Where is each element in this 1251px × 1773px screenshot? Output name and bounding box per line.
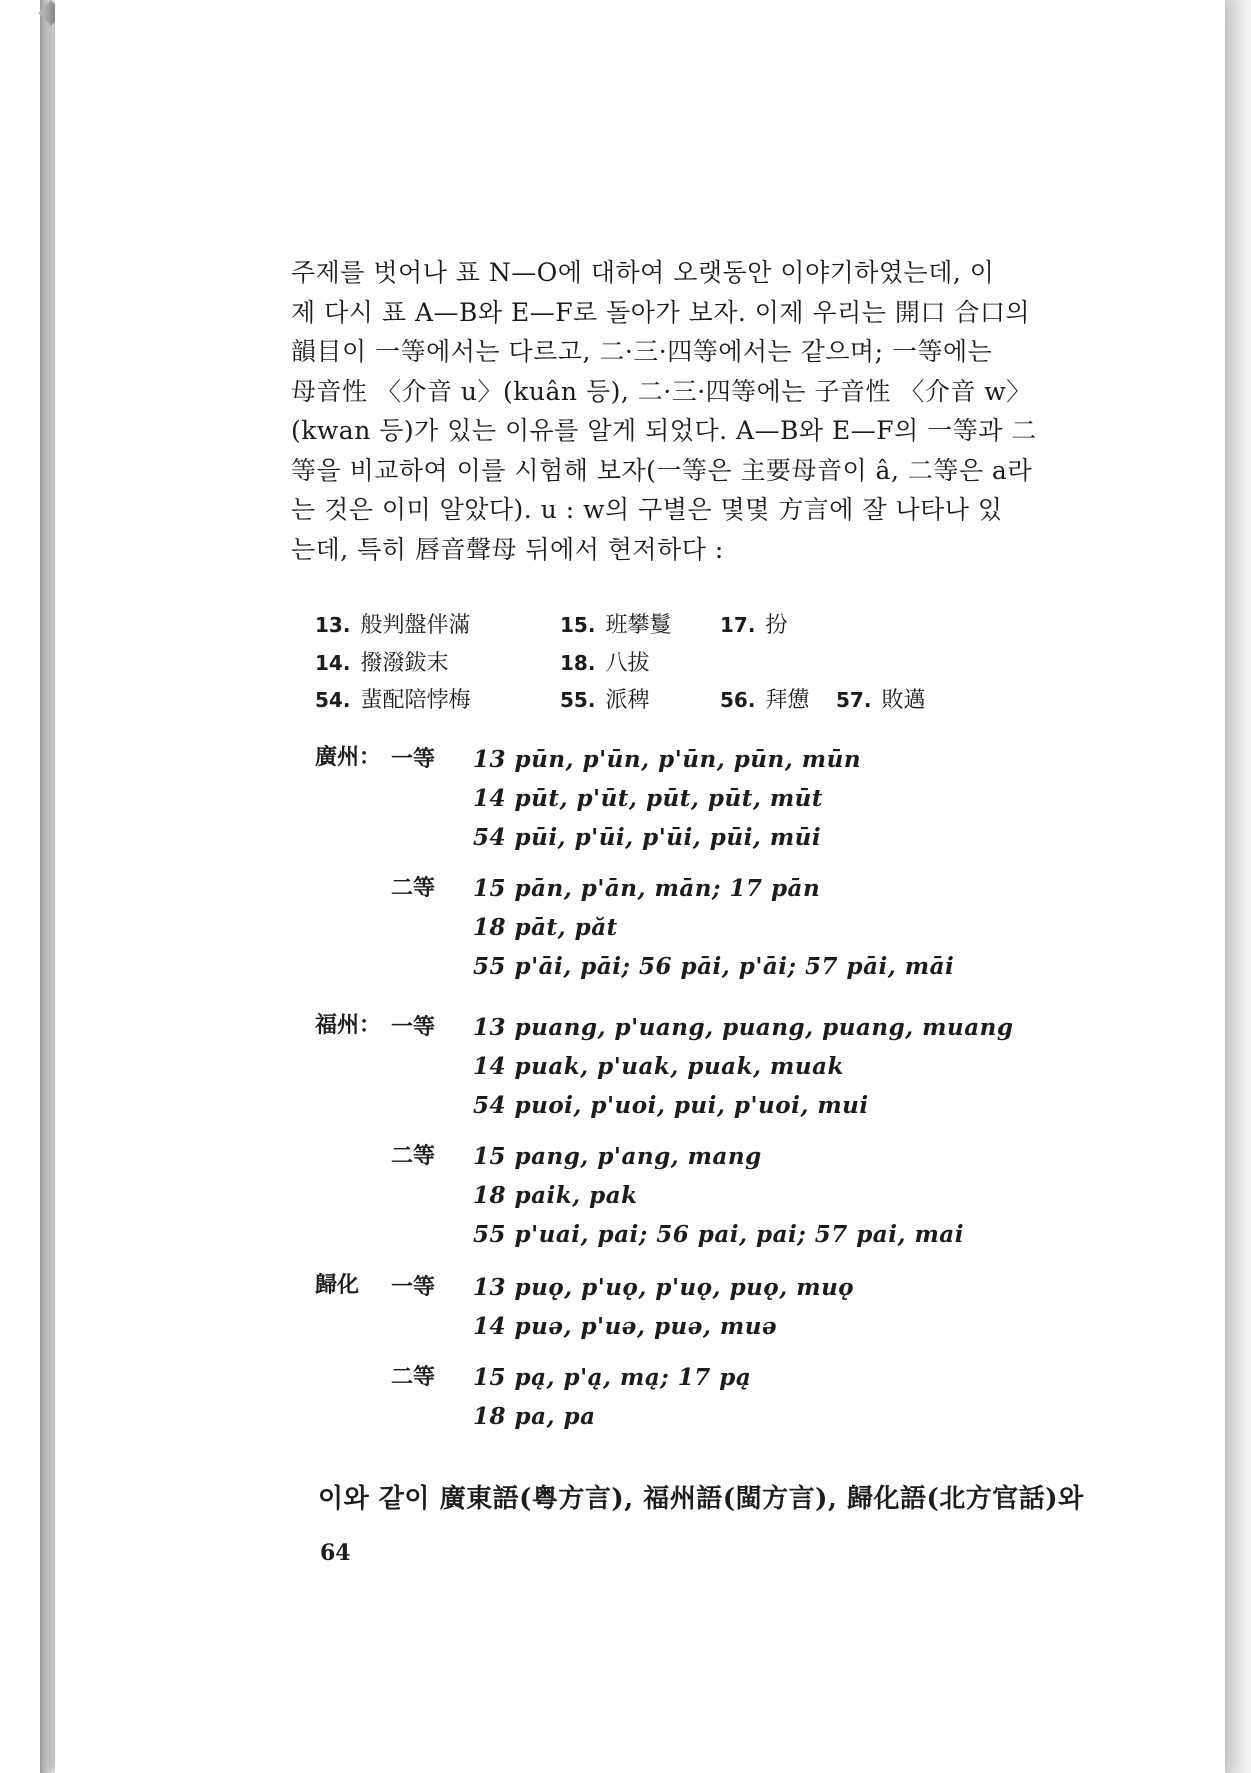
- grade-label: 一等: [391, 1014, 436, 1040]
- grade-group: [315, 1358, 1135, 1436]
- reading-line: 14 puə, p'uə, puə, muə: [473, 1313, 778, 1340]
- group-characters: 蜚配陪悖梅: [360, 688, 471, 713]
- group-number: 14.: [315, 650, 351, 675]
- reading-line: 55 p'āi, pāi; 56 pāi, p'āi; 57 pāi, māi: [473, 953, 955, 980]
- dialect-label: 廣州：: [315, 744, 382, 770]
- grade-label: 一等: [391, 746, 436, 772]
- reading-forms: [473, 869, 1251, 986]
- reading-line: 13 puang, p'uang, puang, puang, muang: [473, 1014, 1014, 1041]
- book-spine-shadow: [40, 0, 52, 1773]
- grade-label: 二等: [391, 1364, 436, 1390]
- group-characters: 派稗: [605, 688, 650, 713]
- character-group: [720, 683, 809, 714]
- dialect-guihua: [315, 1268, 1135, 1436]
- character-group: [560, 608, 671, 639]
- character-group: [836, 683, 925, 714]
- reading-forms: [473, 1358, 1251, 1436]
- dialect-canton: [315, 740, 1135, 1008]
- grade-group: [315, 869, 1135, 986]
- character-group: [560, 683, 649, 714]
- paragraph-line: 제 다시 표 A—B와 E—F로 돌아가 보자. 이제 우리는 開口 合口의: [291, 297, 1030, 327]
- paragraph-line: 는데, 특히 唇音聲母 뒤에서 현저하다 :: [291, 534, 724, 564]
- grade-group: [315, 740, 1135, 869]
- grade-group: [315, 1008, 1135, 1137]
- reading-line: 14 pūt, p'ūt, pūt, pūt, mūt: [473, 785, 824, 812]
- grade-group: [315, 1137, 1135, 1254]
- group-number: 18.: [560, 650, 596, 675]
- reading-line: 54 pūi, p'ūi, p'ūi, pūi, mūi: [473, 824, 822, 851]
- reading-line: 55 p'uai, pai; 56 pai, pai; 57 pai, mai: [473, 1221, 964, 1248]
- reading-line: 54 puoi, p'uoi, pui, p'uoi, mui: [473, 1092, 869, 1119]
- group-characters: 撥潑鈸末: [360, 650, 449, 676]
- body-paragraph: [291, 253, 1119, 569]
- reading-line: 14 puak, p'uak, puak, muak: [473, 1053, 844, 1080]
- reading-forms: [473, 740, 1251, 857]
- character-group: [720, 608, 787, 639]
- dialect-readings: [315, 740, 1135, 1436]
- group-characters: 八拔: [605, 650, 650, 676]
- reading-forms: [473, 1008, 1251, 1125]
- character-group: [315, 683, 470, 714]
- group-number: 57.: [836, 688, 872, 712]
- character-group: [560, 646, 649, 677]
- group-number: 17.: [720, 613, 756, 637]
- group-characters: 班攀鬘: [605, 613, 672, 638]
- paragraph-line: 母音性 〈介音 u〉(kuân 등), 二·三·四等에는 子音性 〈介音 w〉: [291, 376, 1032, 406]
- dialect-label: 歸化: [315, 1272, 360, 1298]
- reading-line: 15 pān, p'ān, mān; 17 pān: [473, 875, 821, 902]
- paragraph-line: 주제를 벗어나 표 N—O에 대하여 오랫동안 이야기하였는데, 이: [291, 258, 995, 287]
- group-number: 13.: [315, 613, 351, 637]
- dialect-label: 福州：: [315, 1012, 382, 1038]
- conclusion-line: 이와 같이 廣東語(粤方言), 福州語(閩方言), 歸化語(北方官話)와: [318, 1484, 1084, 1514]
- reading-line: 13 puǫ, p'uǫ, p'uǫ, puǫ, muǫ: [473, 1274, 855, 1301]
- paragraph-line: (kwan 등)가 있는 이유를 알게 되었다. A—B와 E—F의 一等과 二: [291, 416, 1037, 445]
- grade-group: [315, 1268, 1135, 1358]
- reading-line: 15 pang, p'ang, mang: [473, 1143, 762, 1170]
- grade-label: 二等: [391, 875, 436, 901]
- group-characters: 扮: [765, 613, 788, 638]
- reading-line: 18 pāt, păt: [473, 914, 618, 941]
- character-group: [315, 646, 448, 677]
- reading-line: 13 pūn, p'ūn, p'ūn, pūn, mūn: [473, 746, 862, 773]
- group-characters: 敗邁: [881, 688, 926, 713]
- grade-label: 一等: [391, 1274, 436, 1300]
- reading-forms: [473, 1268, 1251, 1346]
- group-characters: 般判盤伴滿: [360, 613, 471, 638]
- group-number: 56.: [720, 688, 756, 712]
- group-number: 15.: [560, 613, 596, 637]
- character-group: [315, 608, 470, 639]
- group-number: 55.: [560, 688, 596, 712]
- page-number: 64: [320, 1540, 351, 1566]
- paragraph-line: 韻目이 一等에서는 다르고, 二·三·四等에서는 같으며; 一等에는: [291, 337, 993, 366]
- group-number: 54.: [315, 688, 351, 712]
- dialect-fuzhou: [315, 1008, 1135, 1268]
- reading-line: 18 paik, pak: [473, 1182, 638, 1209]
- reading-line: 15 pą, p'ą, mą; 17 pą: [473, 1364, 752, 1391]
- group-characters: 拜憊: [765, 688, 810, 713]
- reading-line: 18 pa, pa: [473, 1403, 596, 1430]
- paragraph-line: 는 것은 이미 알았다). u : w의 구별은 몇몇 方言에 잘 나타나 있: [291, 495, 1003, 524]
- paragraph-line: 等을 비교하여 이를 시험해 보자(一等은 主要母音이 â, 二等은 a라: [291, 455, 1032, 485]
- grade-label: 二等: [391, 1143, 436, 1169]
- reading-forms: [473, 1137, 1251, 1254]
